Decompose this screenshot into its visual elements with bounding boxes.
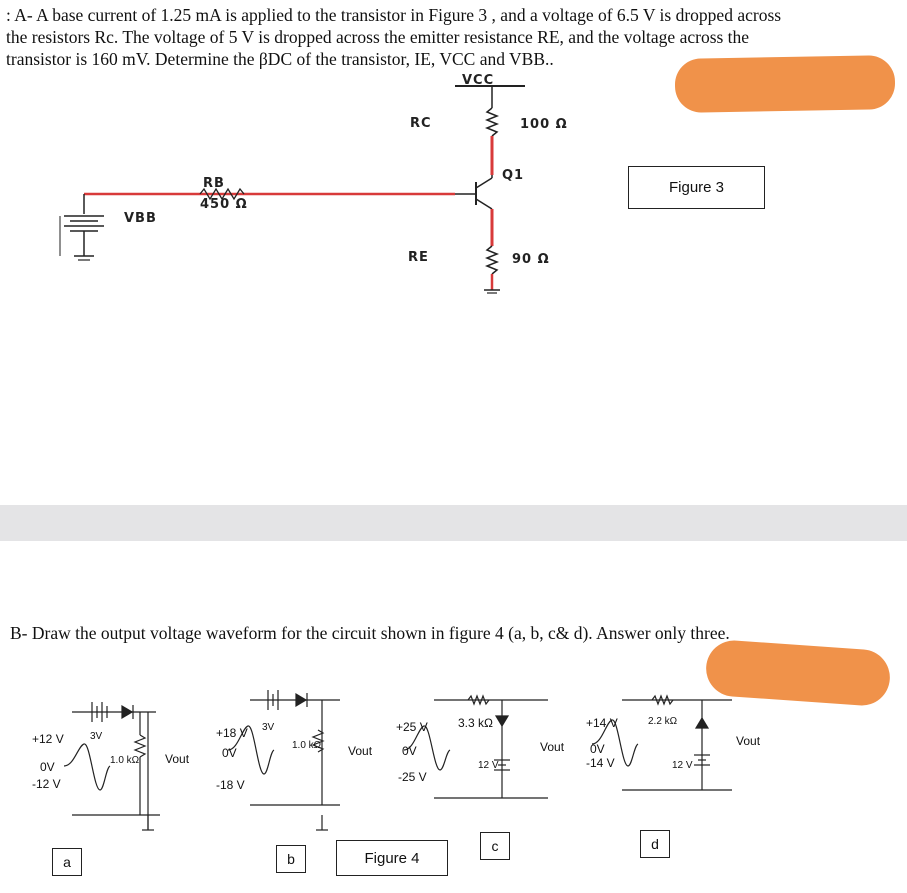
- fig4d-resistor: 2.2 kΩ: [648, 716, 678, 727]
- fig4a-battery: 3V: [90, 731, 103, 742]
- fig4b-vneg: -18 V: [216, 778, 245, 792]
- figure-4-caption: Figure 4: [336, 840, 448, 876]
- figure-3-caption: Figure 3: [628, 166, 765, 209]
- fig4c-battery: 12 V: [478, 760, 499, 771]
- fig4a-vout: Vout: [165, 752, 190, 766]
- fig4b-v0: 0V: [222, 746, 237, 760]
- vcc-label: VCC: [462, 73, 495, 88]
- fig4a-resistor: 1.0 kΩ: [110, 755, 140, 766]
- question-a-line-2: the resistors Rc. The voltage of 5 V is dropped across the emitter resistance RE, and the voltage across the: [6, 27, 750, 47]
- rb-label: RB: [203, 176, 225, 191]
- fig4a-v0: 0V: [40, 760, 55, 774]
- question-b-text: B- Draw the output voltage waveform for the circuit shown in figure 4 (a, b, c& d). Answer only three.: [10, 623, 730, 643]
- fig4d-label: d: [640, 830, 670, 858]
- fig4d-vpos: +14 V: [586, 716, 618, 730]
- fig4c-label: c: [480, 832, 510, 860]
- fig4c-vout: Vout: [540, 740, 565, 754]
- vbb-label: VBB: [124, 211, 157, 226]
- fig4d-vout: Vout: [736, 734, 761, 748]
- fig4b-vpos: +18 V: [216, 726, 248, 740]
- fig4c-vneg: -25 V: [398, 770, 427, 784]
- re-value: 90 Ω: [512, 252, 550, 267]
- fig4b-resistor: 1.0 kΩ: [292, 740, 322, 751]
- fig4b-vout: Vout: [348, 744, 373, 758]
- fig4a-vneg: -12 V: [32, 777, 61, 791]
- question-a-line-1: : A- A base current of 1.25 mA is applied to the transistor in Figure 3 , and a voltage of 6.5 V is dropped across: [6, 5, 782, 25]
- fig4c-v0: 0V: [402, 744, 417, 758]
- fig4c-vpos: +25 V: [396, 720, 428, 734]
- fig4b-battery: 3V: [262, 722, 275, 733]
- fig4a-vpos: +12 V: [32, 732, 64, 746]
- rb-value: 450 Ω: [200, 197, 248, 212]
- fig4d-v0: 0V: [590, 742, 605, 756]
- rc-value: 100 Ω: [520, 117, 568, 132]
- question-a-line-3: transistor is 160 mV. Determine the βDC of the transistor, IE, VCC and VBB..: [6, 49, 554, 69]
- re-label: RE: [408, 250, 429, 265]
- fig4c-resistor: 3.3 kΩ: [458, 716, 493, 730]
- fig4d-vneg: -14 V: [586, 756, 615, 770]
- q1-label: Q1: [502, 168, 525, 183]
- fig4d-battery: 12 V: [672, 760, 693, 771]
- fig4b-label: b: [276, 845, 306, 873]
- rc-label: RC: [410, 116, 432, 131]
- fig4a-label: a: [52, 848, 82, 876]
